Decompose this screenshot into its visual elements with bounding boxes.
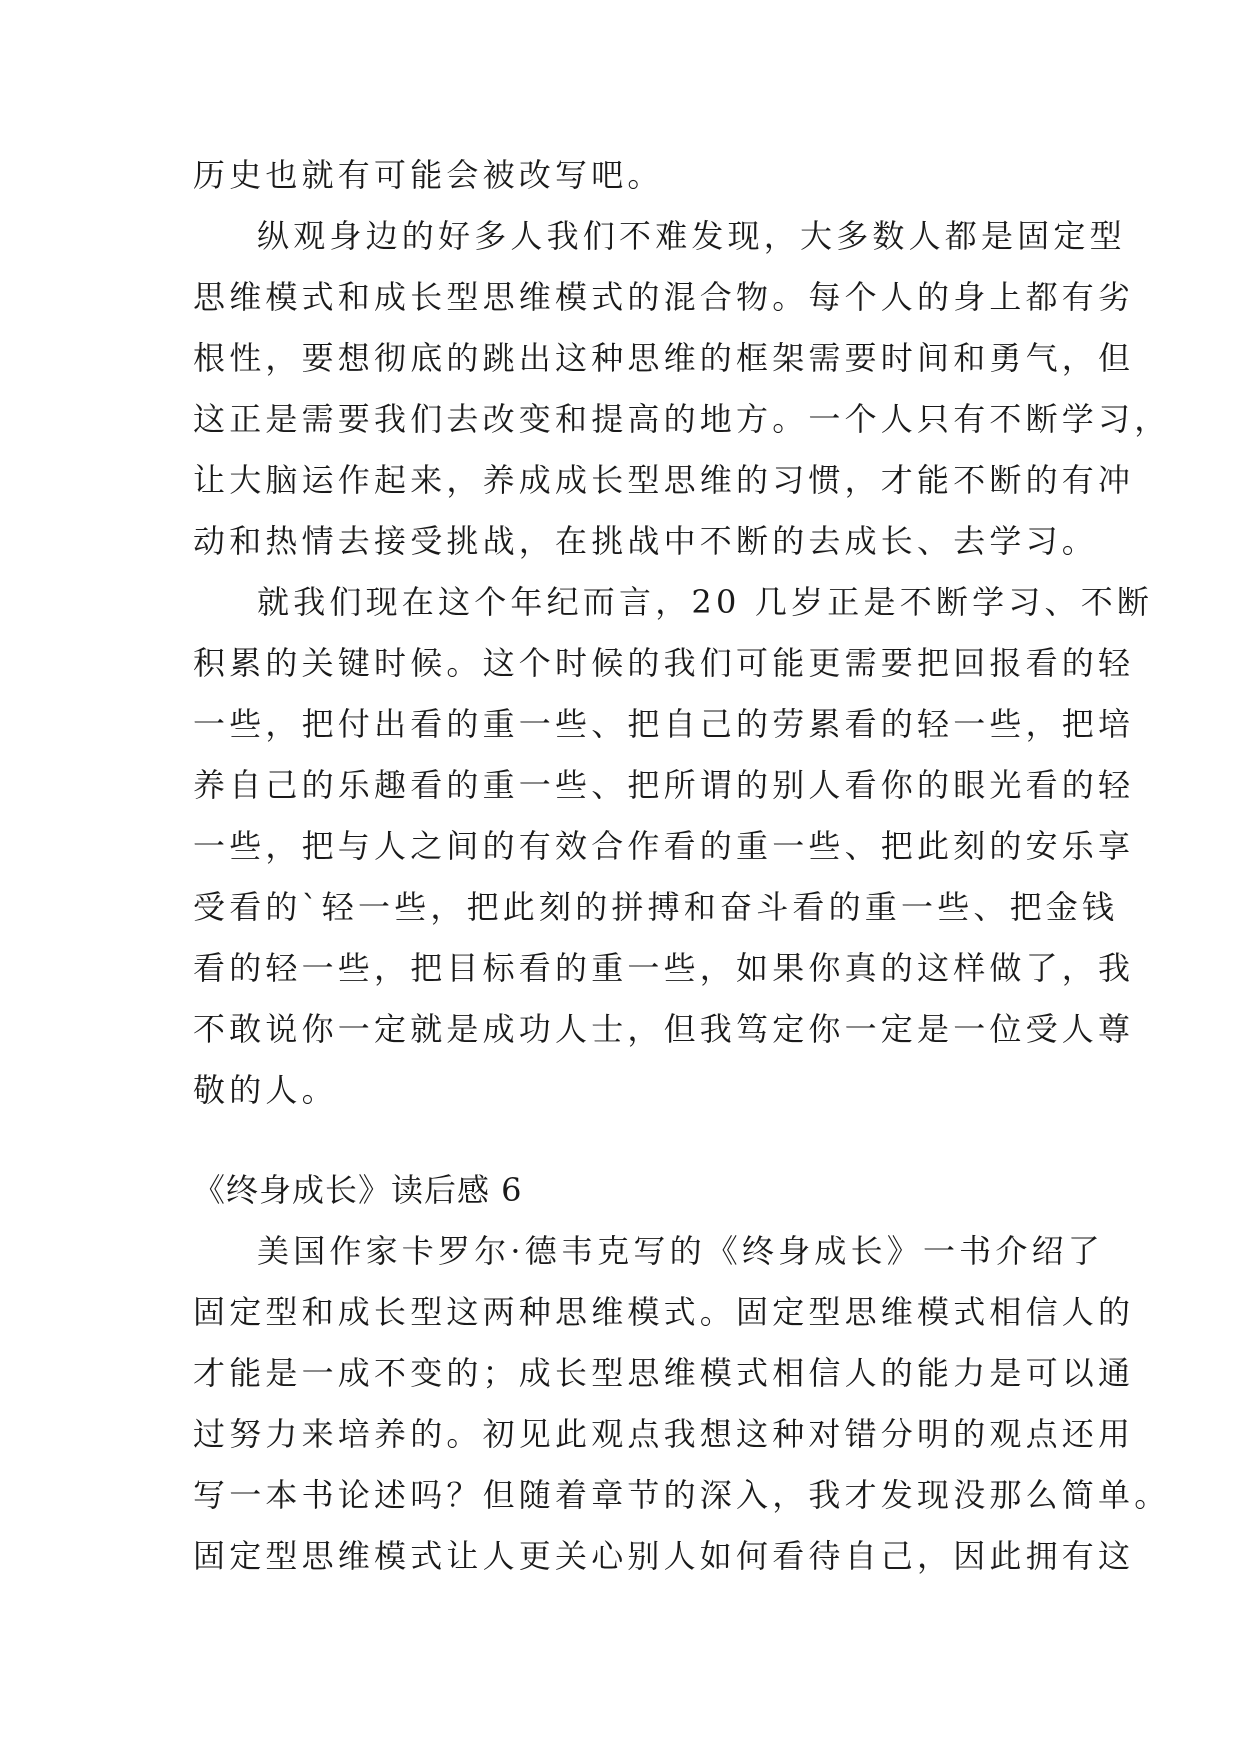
paragraph-line: 固定型思维模式让人更关心别人如何看待自己，因此拥有这 <box>193 1537 1135 1575</box>
paragraph-line: 固定型和成长型这两种思维模式。固定型思维模式相信人的 <box>193 1293 1135 1331</box>
paragraph-line: 一些，把与人之间的有效合作看的重一些、把此刻的安乐享 <box>193 827 1135 865</box>
paragraph-line: 根性，要想彻底的跳出这种思维的框架需要时间和勇气，但 <box>193 339 1135 377</box>
paragraph-line: 积累的关键时候。这个时候的我们可能更需要把回报看的轻 <box>193 644 1135 682</box>
paragraph-line: 养自己的乐趣看的重一些、把所谓的别人看你的眼光看的轻 <box>193 766 1135 804</box>
paragraph-line: 就我们现在这个年纪而言，20 几岁正是不断学习、不断 <box>257 583 1154 621</box>
paragraph-line: 动和热情去接受挑战，在挑战中不断的去成长、去学习。 <box>193 522 1099 560</box>
paragraph-line: 纵观身边的好多人我们不难发现，大多数人都是固定型 <box>257 217 1126 255</box>
paragraph-line: 过努力来培养的。初见此观点我想这种对错分明的观点还用 <box>193 1415 1135 1453</box>
paragraph-line: 让大脑运作起来，养成成长型思维的习惯，才能不断的有冲 <box>193 461 1135 499</box>
paragraph-line: 写一本书论述吗？但随着章节的深入，我才发现没那么简单。 <box>193 1476 1171 1514</box>
paragraph-line: 受看的`轻一些，把此刻的拼搏和奋斗看的重一些、把金钱 <box>193 888 1119 926</box>
paragraph-line: 一些，把付出看的重一些、把自己的劳累看的轻一些，把培 <box>193 705 1135 743</box>
paragraph-line: 才能是一成不变的；成长型思维模式相信人的能力是可以通 <box>193 1354 1135 1392</box>
section-heading: 《终身成长》读后感 6 <box>193 1171 523 1209</box>
paragraph-line: 思维模式和成长型思维模式的混合物。每个人的身上都有劣 <box>193 278 1135 316</box>
paragraph-line: 这正是需要我们去改变和提高的地方。一个人只有不断学习， <box>193 400 1171 438</box>
paragraph-line: 不敢说你一定就是成功人士，但我笃定你一定是一位受人尊 <box>193 1010 1135 1048</box>
paragraph-line: 看的轻一些，把目标看的重一些，如果你真的这样做了，我 <box>193 949 1135 987</box>
paragraph-line: 历史也就有可能会被改写吧。 <box>193 156 664 194</box>
paragraph-line: 敬的人。 <box>193 1071 338 1109</box>
paragraph-line: 美国作家卡罗尔·德韦克写的《终身成长》一书介绍了 <box>257 1232 1104 1270</box>
